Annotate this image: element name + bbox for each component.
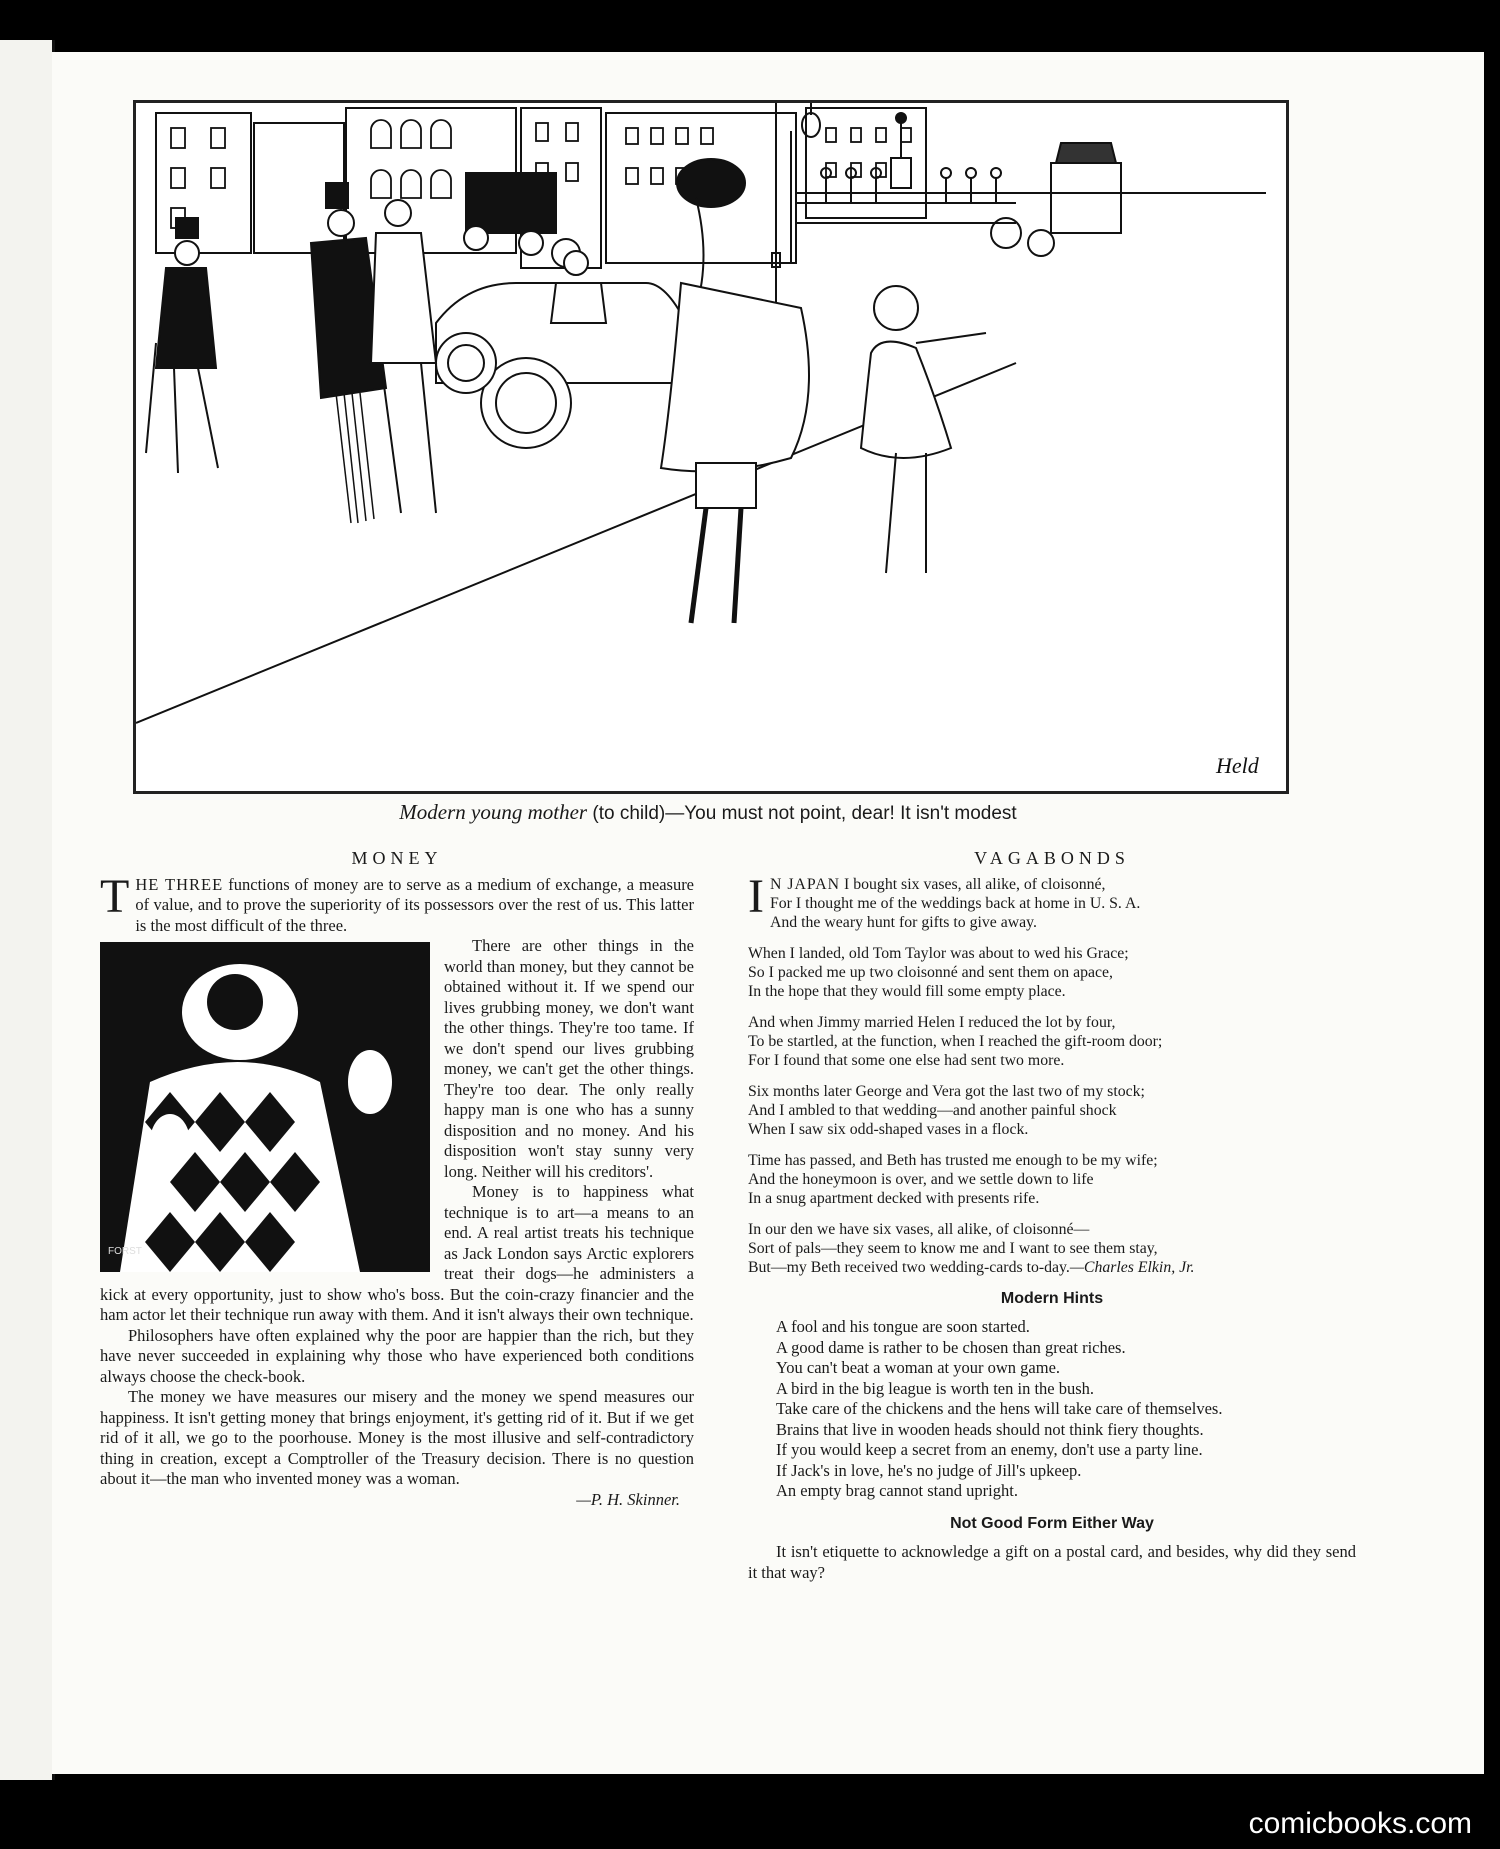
caption-italic: Modern young mother <box>399 800 588 824</box>
vagabonds-poem <box>748 869 1356 1277</box>
stanza-4-line-3: When I saw six odd-shaped vases in a flock. <box>748 1120 1029 1138</box>
stanza-2-line-1: When I landed, old Tom Taylor was about to wed his Grace; <box>748 944 1129 962</box>
hints-title: Modern Hints <box>1000 1289 1104 1307</box>
form-title: Not Good Form Either Way <box>950 1514 1154 1532</box>
hints-list <box>748 1317 1356 1502</box>
stanza-4-line-2: And I ambled to that wedding—and another painful shock <box>748 1101 1117 1119</box>
money-paragraph-1a: functions of money are to serve as a medium of exchange, a measure of value, and to prove the superiority of its possessors over the rest of us. This latter is the most difficult of the three. <box>135 874 695 935</box>
hint-item: A good dame is rather to be chosen than great riches. <box>776 1337 1126 1357</box>
vagabonds-title: VAGABONDS <box>974 848 1130 868</box>
right-column <box>748 848 1356 1583</box>
stanza-1-line-2: For I thought me of the weddings back at home in U. S. A. <box>770 894 1141 912</box>
poem-stanza-4 <box>748 1082 1356 1139</box>
vagabonds-dropcap: I <box>748 869 764 923</box>
harlequin-illustration <box>100 942 430 1272</box>
stanza-1-line-3: And the weary hunt for gifts to give away. <box>769 913 1037 931</box>
poem-stanza-5 <box>748 1151 1356 1208</box>
artist-signature: Held <box>1216 753 1259 778</box>
caption-text: (to child)—You must not point, dear! It isn't modest <box>592 803 1017 824</box>
money-lead-caps: HE THREE <box>135 874 224 894</box>
money-attribution: —P. H. Skinner. <box>576 1489 680 1509</box>
street-scene-drawing <box>136 103 1286 791</box>
stanza-5-line-1: Time has passed, and Beth has trusted me enough to be my wife; <box>748 1151 1158 1169</box>
hint-item: You can't beat a woman at your own game. <box>776 1358 1061 1377</box>
stanza-3-line-3: For I found that some one else had sent two more. <box>748 1051 1065 1069</box>
vagabonds-attribution: —Charles Elkin, Jr. <box>1069 1258 1195 1276</box>
stanza-2-line-2: So I packed me up two cloisonné and sent them on apace, <box>748 963 1113 981</box>
stanza-2-line-3: In the hope that they would fill some empty place. <box>748 982 1066 1000</box>
stanza-5-line-3: In a snug apartment decked with presents rife. <box>748 1189 1040 1207</box>
money-paragraph-3: Philosophers have often explained why the poor are happier than the rich, but they have never succeeded in explaining why those who have experienced both conditions always choose the check-book. <box>100 1325 694 1386</box>
site-watermark: comicbooks.com <box>1248 1807 1472 1840</box>
hint-item: Brains that live in wooden heads should not think fiery thoughts. <box>776 1419 1204 1439</box>
hint-item: If Jack's in love, he's no judge of Jill's upkeep. <box>776 1460 1082 1480</box>
stanza-6-line-1: In our den we have six vases, all alike, of cloisonné— <box>748 1220 1090 1238</box>
vagabonds-lead-caps: N JAPAN <box>769 875 841 893</box>
money-title: MONEY <box>351 848 443 868</box>
stanza-4-line-1: Six months later George and Vera got the last two of my stock; <box>748 1082 1145 1100</box>
hint-item: A fool and his tongue are soon started. <box>776 1317 1030 1336</box>
poem-stanza-3 <box>748 1013 1356 1070</box>
binding-edge <box>0 40 55 1780</box>
cartoon-illustration <box>133 100 1289 794</box>
poem-stanza-2 <box>748 944 1356 1001</box>
poem-stanza-1 <box>748 869 1356 932</box>
money-article <box>100 848 694 1510</box>
stanza-6-line-2: Sort of pals—they seem to know me and I want to see them stay, <box>748 1239 1158 1257</box>
form-text: It isn't etiquette to acknowledge a gift on a postal card, and besides, why did they send it that way? <box>748 1542 1356 1582</box>
illustration-caption <box>133 800 1283 825</box>
money-paragraph-4: The money we have measures our misery and the money we spend measures our happiness. It isn't getting money that brings enjoyment, it's getting rid of it. But if we get rid of it all, we go to the poorhouse. Money is the most illusive and self-contradictory thing in creation, except a Comptroller of the Treasury decision. There is no question about it—the man who invented money was a woman. <box>100 1387 694 1488</box>
harlequin-drawing <box>100 942 430 1272</box>
hint-item: If you would keep a secret from an enemy, don't use a party line. <box>776 1440 1203 1459</box>
stanza-1-line-1: I bought six vases, all alike, of cloisonné, <box>844 875 1106 893</box>
money-paragraph-1b: There are other things in the world than money, but they cannot be obtained without it. If we spend our lives grubbing money, we don't want the other things. They're too tame. If we don't spend our lives grubbing money, we can't get the other things. They're too dear. The only really happy man is one who has a sunny disposition and no money. And his disposition won't stay sunny very long. Neither will his creditors'. <box>444 936 694 1181</box>
hint-item: A bird in the big league is worth ten in the bush. <box>776 1378 1095 1398</box>
money-dropcap: T <box>100 869 130 923</box>
hint-item: An empty brag cannot stand upright. <box>776 1481 1018 1500</box>
hint-item: Take care of the chickens and the hens will take care of themselves. <box>776 1399 1223 1418</box>
poem-stanza-6 <box>748 1220 1356 1277</box>
harlequin-signature: FORST <box>108 1245 142 1257</box>
stanza-6-line-3: But—my Beth received two wedding-cards to-day. <box>748 1258 1070 1276</box>
stanza-5-line-2: And the honeymoon is over, and we settle down to life <box>748 1170 1094 1188</box>
stanza-3-line-1: And when Jimmy married Helen I reduced the lot by four, <box>748 1013 1116 1031</box>
money-paragraph-2: Money is to happiness what technique is to art—a means to an end. A real artist treats his technique as Jack London says Arctic explorers treat their dogs—he administers a kick at every opportunity, just to show who's boss. But the coin-crazy financier and the ham actor let their technique run away with them. And it isn't always their own technique. <box>100 1182 694 1324</box>
stanza-3-line-2: To be startled, at the function, when I reached the gift-room door; <box>748 1032 1163 1050</box>
